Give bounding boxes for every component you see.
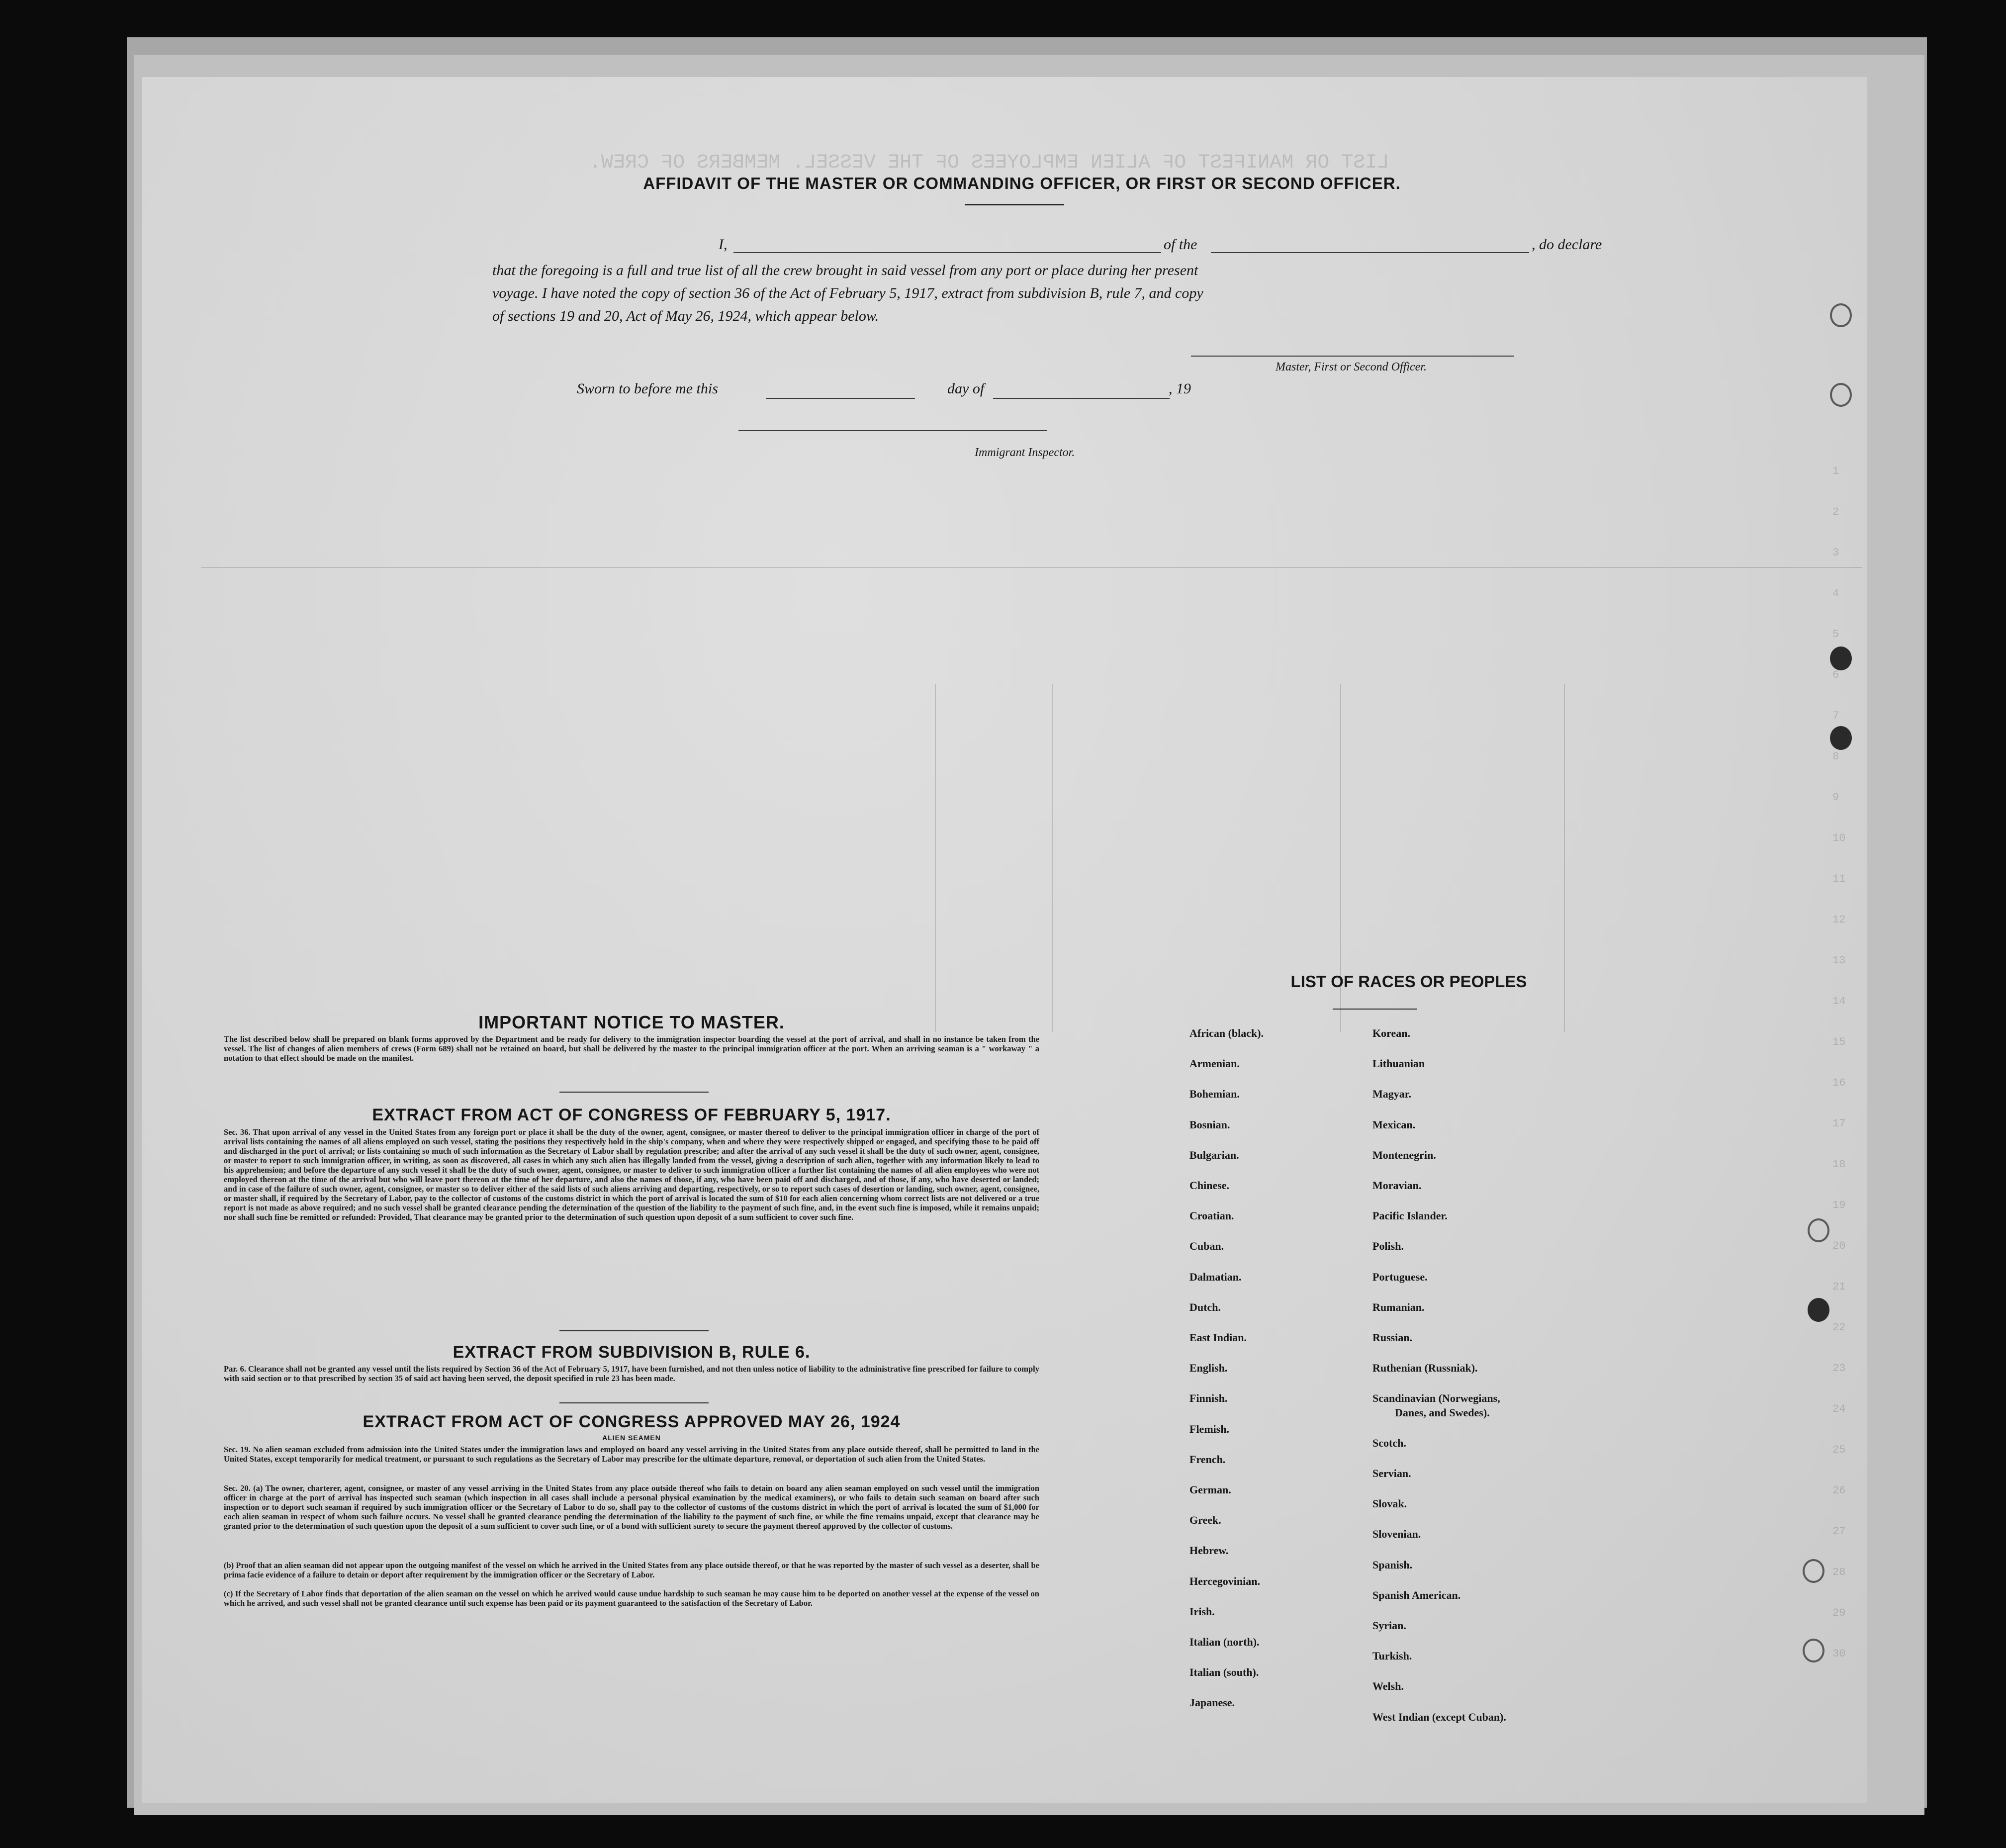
bleed-through-column-line bbox=[935, 684, 936, 1032]
bleed-through-row-number: 12 bbox=[1832, 914, 1846, 926]
sworn-year-label: , 19 bbox=[1169, 380, 1191, 397]
race-item: Dalmatian. bbox=[1189, 1270, 1242, 1283]
affidavit-line-3: voyage. I have noted the copy of section 36 of the Act of February 5, 1917, extract from subdivision B, rule 7, and copy bbox=[492, 285, 1203, 301]
sworn-day-label: day of bbox=[947, 380, 985, 397]
bleed-through-column-line bbox=[1052, 684, 1053, 1032]
bleed-through-row-number: 23 bbox=[1832, 1362, 1846, 1375]
races-title: LIST OF RACES OR PEOPLES bbox=[1290, 972, 1527, 991]
extract-1924-section-20b: (b) Proof that an alien seaman did not appear upon the outgoing manifest of the vessel on which he arrived in the United States from any place outside thereof, or that he was reported by the master of such vessel as a deserter, shall be prima facie evidence of a failure to detain or deport after requirement by the immigration officer or the Secretary of Labor. bbox=[224, 1561, 1039, 1579]
binder-hole bbox=[1830, 303, 1852, 327]
race-item: Portuguese. bbox=[1372, 1270, 1428, 1283]
sworn-prefix: Sworn to before me this bbox=[577, 380, 718, 397]
races-title-underline bbox=[1333, 1009, 1417, 1010]
sworn-month-line[interactable] bbox=[993, 398, 1170, 399]
inspector-signature-line[interactable] bbox=[738, 430, 1047, 431]
bleed-through-row-number: 9 bbox=[1832, 791, 1839, 804]
bleed-through-rule bbox=[201, 567, 1862, 568]
bleed-through-row-number: 26 bbox=[1832, 1484, 1846, 1497]
bleed-through-row-number: 20 bbox=[1832, 1240, 1846, 1252]
race-item: Bohemian. bbox=[1189, 1088, 1240, 1101]
master-signature-line[interactable] bbox=[1191, 356, 1514, 357]
race-item: Magyar. bbox=[1372, 1088, 1412, 1101]
race-item: English. bbox=[1189, 1362, 1228, 1375]
race-item: Servian. bbox=[1372, 1467, 1411, 1479]
bleed-through-row-number: 7 bbox=[1832, 710, 1839, 722]
notice-body: The list described below shall be prepared on blank forms approved by the Department and be ready for delivery to the immigration inspector boarding the vessel at the port of arrival, and shall in no instance be taken from the vessel. The list of changes of alien members of crews (Form 689) shall not be retained on board, but shall be delivered by the master to the principal immigration officer at the port. When an arriving seaman is a " workaway " a notation to that effect should be made on the manifest. bbox=[224, 1034, 1039, 1063]
extract-1924-title: EXTRACT FROM ACT OF CONGRESS APPROVED MAY 26, 1924 bbox=[363, 1412, 901, 1431]
binder-hole bbox=[1808, 1298, 1829, 1322]
affidavit-line-4: of sections 19 and 20, Act of May 26, 1924, which appear below. bbox=[492, 308, 879, 324]
race-item: Ruthenian (Russniak). bbox=[1372, 1362, 1478, 1375]
inspector-signature-label: Immigrant Inspector. bbox=[975, 446, 1075, 459]
race-item: Danes, and Swedes). bbox=[1395, 1406, 1490, 1419]
race-item: Italian (south). bbox=[1189, 1666, 1259, 1679]
race-item: Hebrew. bbox=[1189, 1544, 1229, 1557]
race-item: Italian (north). bbox=[1189, 1636, 1260, 1648]
race-item: Cuban. bbox=[1189, 1240, 1224, 1253]
of-the-label: of the bbox=[1164, 236, 1197, 253]
bleed-through-row-number: 4 bbox=[1832, 587, 1839, 600]
race-item: Flemish. bbox=[1189, 1422, 1230, 1435]
document-page bbox=[142, 77, 1867, 1803]
binder-hole bbox=[1830, 383, 1852, 407]
bleed-through-row-number: 30 bbox=[1832, 1648, 1846, 1660]
declarant-prefix: I, bbox=[719, 236, 728, 253]
binder-hole bbox=[1808, 1218, 1829, 1242]
do-declare-label: , do declare bbox=[1532, 236, 1602, 253]
race-item: Scotch. bbox=[1372, 1436, 1406, 1449]
bleed-through-row-number: 25 bbox=[1832, 1444, 1846, 1456]
race-item: French. bbox=[1189, 1453, 1226, 1466]
race-item: Rumanian. bbox=[1372, 1300, 1425, 1313]
extract-rule6-title: EXTRACT FROM SUBDIVISION B, RULE 6. bbox=[453, 1343, 811, 1362]
extract-1924-section-20c: (c) If the Secretary of Labor finds that deportation of the alien seaman on the vessel on which he arrived would cause undue hardship to such seaman he may cause him to be deported on another vessel at the expense of the vessel on which he arrived, and such vessel shall not be granted clearance until such expense has been paid or its payment guaranteed to the satisfaction of the Secretary of Labor. bbox=[224, 1589, 1039, 1608]
bleed-through-row-number: 18 bbox=[1832, 1158, 1846, 1171]
race-item: Hercegovinian. bbox=[1189, 1574, 1260, 1587]
title-underline bbox=[965, 204, 1064, 205]
race-item: Montenegrin. bbox=[1372, 1148, 1436, 1161]
affidavit-line-1 bbox=[574, 236, 1643, 256]
bleed-through-row-number: 14 bbox=[1832, 995, 1846, 1008]
extract-1924-section-19: Sec. 19. No alien seaman excluded from admission into the United States under the immigration laws and employed on board any vessel arriving in the United States from any place outside thereof, shall be permitted to land in the United States, except temporarily for medical treatment, or pursuant to such regulations as the Secretary of Labor may prescribe for the ultimate departure, removal, or deportation of such alien from the United States. bbox=[224, 1445, 1039, 1464]
race-item: Russian. bbox=[1372, 1331, 1413, 1344]
bleed-through-header: LIST OR MANIFEST OF ALIEN EMPLOYEES OF THE VESSEL. MEMBERS OF CREW. bbox=[589, 152, 1389, 174]
race-item: Korean. bbox=[1372, 1027, 1410, 1039]
bleed-through-row-number: 5 bbox=[1832, 628, 1839, 641]
section-divider bbox=[559, 1402, 709, 1403]
race-item: Syrian. bbox=[1372, 1619, 1406, 1632]
bleed-through-row-number: 27 bbox=[1832, 1525, 1846, 1538]
notice-title: IMPORTANT NOTICE TO MASTER. bbox=[478, 1012, 785, 1032]
race-item: German. bbox=[1189, 1483, 1231, 1496]
bleed-through-row-number: 24 bbox=[1832, 1403, 1846, 1415]
race-item: Pacific Islander. bbox=[1372, 1209, 1448, 1222]
bleed-through-row-number: 28 bbox=[1832, 1566, 1846, 1578]
bleed-through-row-number: 2 bbox=[1832, 506, 1839, 518]
race-item: Finnish. bbox=[1189, 1392, 1228, 1405]
extract-1917-body: Sec. 36. That upon arrival of any vessel in the United States from any foreign port or place it shall be the duty of the owner, agent, consignee, or master thereof to deliver to the principal immigration officer in charge of the port of arrival lists containing the names of all aliens employed on such vessel, stating the positions they respectively hold in the ship's company, when and where they were respectively shipped or engaged, and specifying those to be paid off and discharged in the port of arrival; or lists containing so much of such information as the Secretary of Labor shall by regulation prescribe; and after the arrival of any such vessel it shall be the duty of such owner, agent, consignee, or master to report to such immigration officer, in writing, as soon as discovered, all cases in which any such alien has illegally landed from the vessel, giving a description of such alien, together with any information likely to lead to his apprehension; and before the departure of any such vessel it shall be the duty of such owner, agent, consignee, or master to deliver to such immigration officer a further list containing the names of all alien employees who were not employed thereon at the time of the arrival but who will leave port thereon at the time of her departure, and also the names of those, if any, who have been paid off and discharged, and of those, if any, who have deserted or landed; and in case of the failure of such owner, agent, consignee, or master so to deliver either of the said lists of such aliens arriving and departing, respectively, or so to report such cases of desertion or landing, such owner, agent, consignee, or master shall, if required by the Secretary of Labor, pay to the collector of customs of the customs district in which the port of arrival is located the sum of $10 for each alien concerning whom correct lists are not delivered or a true report is not made as above required; and no such vessel shall be granted clearance pending the determination of the question of the liability to the payment of such fine, and, in the event such fine is imposed, while it remains unpaid; nor shall such fine be remitted or refunded: Provided, That clearance may be granted prior to the determination of such question upon deposit of a sum sufficient to cover such fine. bbox=[224, 1127, 1039, 1222]
race-item: Welsh. bbox=[1372, 1680, 1404, 1693]
bleed-through-row-number: 8 bbox=[1832, 750, 1839, 763]
bleed-through-row-number: 3 bbox=[1832, 547, 1839, 559]
race-item: African (black). bbox=[1189, 1027, 1264, 1039]
affidavit-title: AFFIDAVIT OF THE MASTER OR COMMANDING OFFICER, OR FIRST OR SECOND OFFICER. bbox=[643, 174, 1401, 192]
extract-1924-subtitle: ALIEN SEAMEN bbox=[602, 1434, 661, 1442]
bleed-through-row-number: 15 bbox=[1832, 1036, 1846, 1048]
bleed-through-row-number: 6 bbox=[1832, 669, 1839, 681]
bleed-through-row-number: 1 bbox=[1832, 465, 1839, 477]
race-item: Scandinavian (Norwegians, bbox=[1372, 1392, 1500, 1405]
race-item: Polish. bbox=[1372, 1240, 1404, 1253]
bleed-through-row-number: 21 bbox=[1832, 1281, 1846, 1293]
bleed-through-row-number: 16 bbox=[1832, 1077, 1846, 1089]
race-item: Spanish American. bbox=[1372, 1588, 1461, 1601]
race-item: Japanese. bbox=[1189, 1696, 1235, 1709]
race-item: Bosnian. bbox=[1189, 1118, 1230, 1131]
bleed-through-row-number: 10 bbox=[1832, 832, 1846, 844]
bleed-through-row-number: 29 bbox=[1832, 1607, 1846, 1619]
race-item: West Indian (except Cuban). bbox=[1372, 1710, 1506, 1723]
extract-1917-title: EXTRACT FROM ACT OF CONGRESS OF FEBRUARY 5, 1917. bbox=[372, 1106, 891, 1124]
section-divider bbox=[559, 1092, 709, 1093]
race-item: Slovenian. bbox=[1372, 1528, 1421, 1541]
race-item: Turkish. bbox=[1372, 1650, 1412, 1663]
bleed-through-row-number: 11 bbox=[1832, 873, 1846, 885]
race-item: Chinese. bbox=[1189, 1179, 1230, 1192]
bleed-through-row-number: 13 bbox=[1832, 954, 1846, 967]
race-item: Slovak. bbox=[1372, 1497, 1407, 1510]
binder-hole bbox=[1803, 1639, 1824, 1663]
sworn-day-line[interactable] bbox=[766, 398, 915, 399]
race-item: Bulgarian. bbox=[1189, 1148, 1239, 1161]
declarant-name-line[interactable] bbox=[733, 252, 1161, 253]
binder-hole bbox=[1830, 647, 1852, 670]
race-item: Croatian. bbox=[1189, 1209, 1234, 1222]
race-item: Moravian. bbox=[1372, 1179, 1422, 1192]
bleed-through-row-number: 19 bbox=[1832, 1199, 1846, 1211]
race-item: Irish. bbox=[1189, 1605, 1215, 1618]
race-item: Greek. bbox=[1189, 1514, 1221, 1527]
extract-rule6-body: Par. 6. Clearance shall not be granted any vessel until the lists required by Section 36 of the Act of February 5, 1917, have been furnished, and not then unless notice of liability to the administrative fine prescribed for failure to comply with said section or to that prescribed by section 35 of said act having been served, the deposit specified in rule 23 has been made. bbox=[224, 1364, 1039, 1383]
race-item: Spanish. bbox=[1372, 1558, 1413, 1571]
binder-hole bbox=[1803, 1559, 1824, 1583]
race-item: East Indian. bbox=[1189, 1331, 1247, 1344]
vessel-name-line[interactable] bbox=[1211, 252, 1529, 253]
bleed-through-row-number: 17 bbox=[1832, 1117, 1846, 1130]
section-divider bbox=[559, 1330, 709, 1331]
race-item: Mexican. bbox=[1372, 1118, 1416, 1131]
race-item: Armenian. bbox=[1189, 1057, 1240, 1070]
race-item: Lithuanian bbox=[1372, 1057, 1425, 1070]
bleed-through-row-number: 22 bbox=[1832, 1321, 1846, 1334]
master-signature-label: Master, First or Second Officer. bbox=[1276, 361, 1427, 373]
extract-1924-section-20a: Sec. 20. (a) The owner, charterer, agent, consignee, or master of any vessel arriving in the United States from any place outside thereof who fails to detain on board any alien seaman employed on such vessel until the immigration officer in charge at the port of arrival has inspected such seaman (which inspection in all cases shall include a personal physical examination by the medical examiners), or who fails to detain such seaman on board after such inspection or to deport such seaman if required by such immigration officer or the Secretary of Labor to do so, shall pay to the collector of customs of the customs district in which the port of arrival is located the sum of $1,000 for each alien seaman in respect of whom such failure occurs. No vessel shall be granted clearance pending the determination of the liability to the payment of such fine, or while the fine remains unpaid, except that clearance may be granted prior to the determination of such question upon the deposit of a sum sufficient to cover such fine, or of a bond with sufficient surety to secure the payment thereof approved by the collector of customs. bbox=[224, 1483, 1039, 1531]
affidavit-line-2: that the foregoing is a full and true list of all the crew brought in said vessel from any port or place during her present bbox=[492, 262, 1198, 278]
binder-hole bbox=[1830, 726, 1852, 750]
race-item: Dutch. bbox=[1189, 1300, 1221, 1313]
